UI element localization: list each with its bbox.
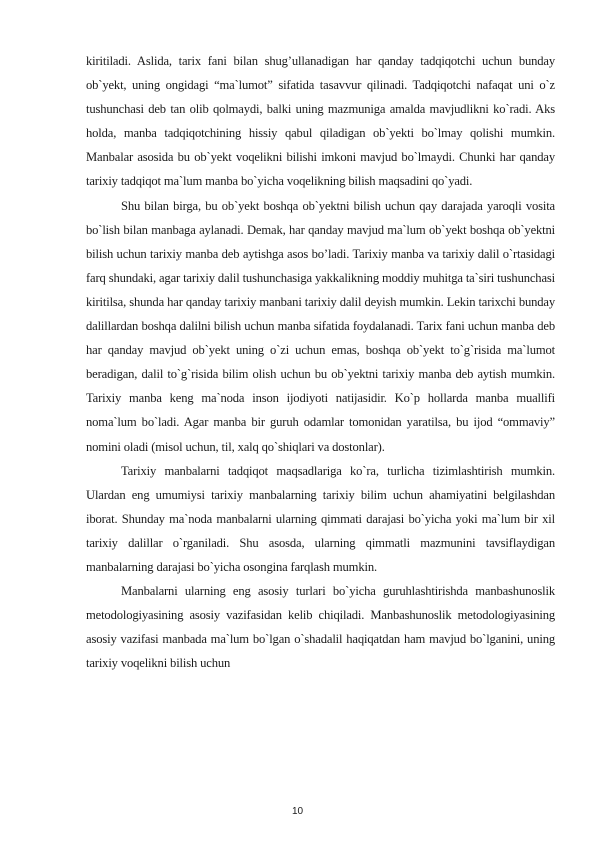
page-number: 10 (291, 806, 304, 817)
paragraph-2: Shu bilan birga, bu ob`yekt boshqa ob`yektni bilish uchun qay darajada yaroqli vosita bo`lish bilan manbaga aylanadi. Demak, har qanday mavjud ma`lum ob`yekt boshqa ob`yektni bilish uchun tarixiy manba deb aytishga asos bo’ladi. Tarixiy manba va tarixiy dalil o`rtasidagi farq shundaki, agar tarixiy dalil tushunchasiga yakkalikning moddiy muhitga ta`siri tushunchasi kiritilsa, shunda har qanday tarixiy manbani tarixiy dalil deyish mumkin. Lekin tarixchi bunday dalillardan boshqa dalilni bilish uchun manba sifatida foydalanadi. Tarix fani uchun manba deb har qanday mavjud ob`yekt uning o`zi uchun emas, boshqa ob`yekt to`g`risida ma`lumot beradigan, dalil to`g`risida bilim olish uchun bu ob`yektni tarixiy manba deb aytish mumkin. Tarixiy manba keng ma`noda inson ijodiyoti natijasidir. Ko`p hollarda manba muallifi noma`lum bo`ladi. Agar manba bir guruh odamlar tomonidan yaratilsa, bu ijod “ommaviy” nomini oladi (misol uchun, til, xalq qo`shiqlari va dostonlar). (86, 198, 555, 454)
document-body (86, 49, 555, 675)
paragraph-4: Manbalarni ularning eng asosiy turlari bo`yicha guruhlashtirishda manbashunoslik metodologiyasining asosiy vazifasidan kelib chiqiladi. Manbashunoslik metodologiyasining asosiy vazifasi manbada ma`lum bo`lgan o`shadalil haqiqatdan ham mavjud bo`lganini, uning tarixiy voqelikni bilish uchun (86, 584, 555, 671)
paragraph-3: Tarixiy manbalarni tadqiqot maqsadlariga ko`ra, turlicha tizimlashtirish mumkin. Ulardan eng umumiysi tarixiy manbalarning tarixiy bilim uchun ahamiyatini belgilashdan iborat. Shunday ma`noda manbalarni ularning qimmati darajasi bo`yicha yoki ma`lum bir xil tarixiy dalillar o`rganiladi. Shu asosda, ularning qimmatli mazmunini tavsiflaydigan manbalarning darajasi bo`yicha osongina farqlash mumkin. (86, 463, 555, 574)
paragraph-1: kiritiladi. Aslida, tarix fani bilan shug’ullanadigan har qanday tadqiqotchi uchun bunday ob`yekt, uning ongidagi “ma`lumot” sifatida tasavvur qilinadi. Tadqiqotchi nafaqat uni o`z tushunchasi deb tan olib qolmaydi, balki uning mazmuniga amalda mavjudlikni ko`radi. Aks holda, manba tadqiqotchining hissiy qabul qiladigan ob`yekti bo`lmay qolishi mumkin. Manbalar asosida bu ob`yekt voqelikni bilishi imkoni mavjud bo`lmaydi. Chunki har qanday tarixiy tadqiqot ma`lum manba bo`yicha voqelikning bilish maqsadini qo`yadi. (86, 54, 555, 189)
